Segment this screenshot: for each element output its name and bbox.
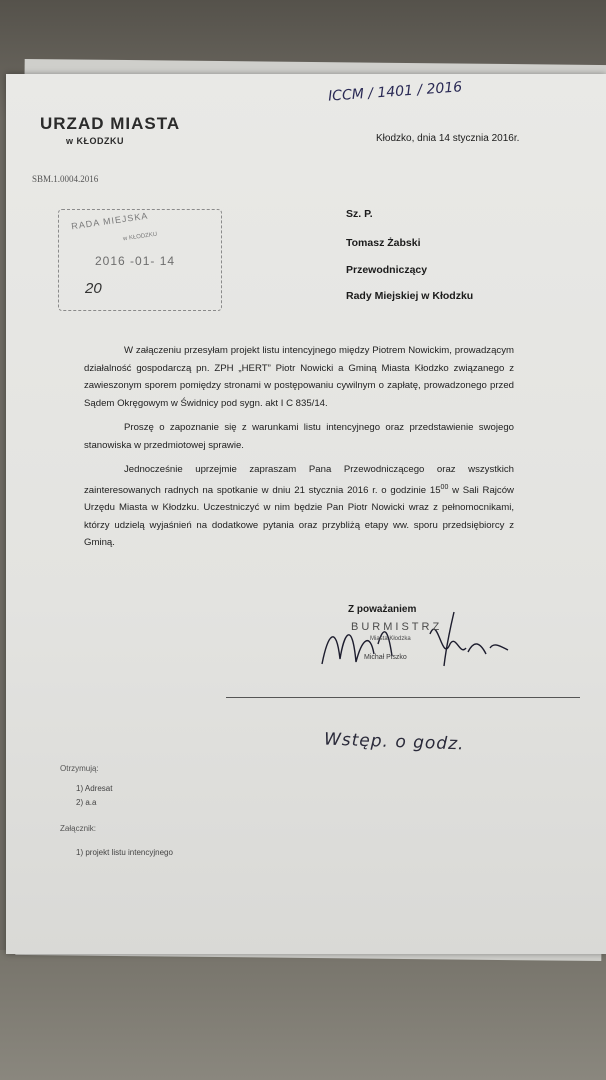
letter-page xyxy=(6,74,606,954)
letter-body xyxy=(84,342,514,559)
stamp-subtitle: w KŁODZKU xyxy=(122,231,158,243)
receipt-stamp xyxy=(58,209,222,311)
mayor-stamp-subtitle: Miasta Kłodzka xyxy=(370,636,411,642)
office-logo-subtitle: w KŁODZKU xyxy=(66,136,124,146)
addressee-salutation: Sz. P. xyxy=(346,208,373,220)
stamp-number: 20 xyxy=(85,280,102,297)
mayor-stamp-title: BURMISTRZ xyxy=(351,621,443,633)
attachments-label: Załącznik: xyxy=(60,824,97,833)
recipient-item-2: 2) a.a xyxy=(76,798,97,807)
letter-date: Kłodzko, dnia 14 stycznia 2016r. xyxy=(376,133,520,144)
closing-regards: Z poważaniem xyxy=(348,604,417,615)
body-paragraph-3-start: Jednocześnie uprzejmie zapraszam Pana Przewodniczącego oraz wszystkich zainteresowanych radnych na spotkanie w dniu 21 stycznia 2016 r. o godzinie 15 xyxy=(84,464,514,496)
handwritten-note: Wstęp. o godz. xyxy=(323,729,465,755)
divider-line xyxy=(226,697,580,698)
handwritten-registration-number: ICCM / 1401 / 2016 xyxy=(327,79,463,105)
handwritten-signature xyxy=(318,604,538,674)
addressee-name: Tomasz Żabski xyxy=(346,237,421,249)
attachment-item-1: 1) projekt listu intencyjnego xyxy=(76,848,173,857)
body-paragraph-2: Proszę o zapoznanie się z warunkami listu intencyjnego oraz przedstawienie swojego stanowiska w przedmiotowej sprawie. xyxy=(84,422,514,451)
addressee-institution: Rady Miejskiej w Kłodzku xyxy=(346,290,474,302)
body-paragraph-1: W załączeniu przesyłam projekt listu intencyjnego między Piotrem Nowickim, prowadzącym działalność gospodarczą pn. ZPH „HERT” Piotr Nowicki a Gminą Miasta Kłodzko związanego z zawieszonym sporem pomiędzy stronami w postępowaniu cywilnym o zapłatę, prowadzonego przed Sądem Okręgowym w Świdnicy pod sygn. akt I C 835/14. xyxy=(84,345,514,409)
background-bottom xyxy=(0,950,606,1080)
meeting-time-minutes: 00 xyxy=(440,483,449,491)
recipients-label: Otrzymują: xyxy=(60,764,99,773)
signer-name: Michał Piszko xyxy=(364,654,407,661)
body-paragraph-3 xyxy=(84,461,514,552)
reference-number: SBM.1.0004.2016 xyxy=(32,174,99,184)
stamp-title: RADA MIEJSKA xyxy=(70,210,149,232)
body-paragraph-3-end: w Sali Rajców Urzędu Miasta w Kłodzku. Uczestniczyć w nim będzie Pan Piotr Nowicki wraz z pełnomocnikami, którzy udzielą wyjaśnień na dodatkowe pytania oraz przybliżą etapy ww. sporu przedsiębiorcy z Gminą. xyxy=(84,484,514,549)
office-logo-title: URZAD MIASTA xyxy=(40,114,181,133)
stamp-date: 2016 -01- 14 xyxy=(95,254,176,268)
addressee-position: Przewodniczący xyxy=(346,264,428,276)
recipient-item-1: 1) Adresat xyxy=(76,784,113,793)
